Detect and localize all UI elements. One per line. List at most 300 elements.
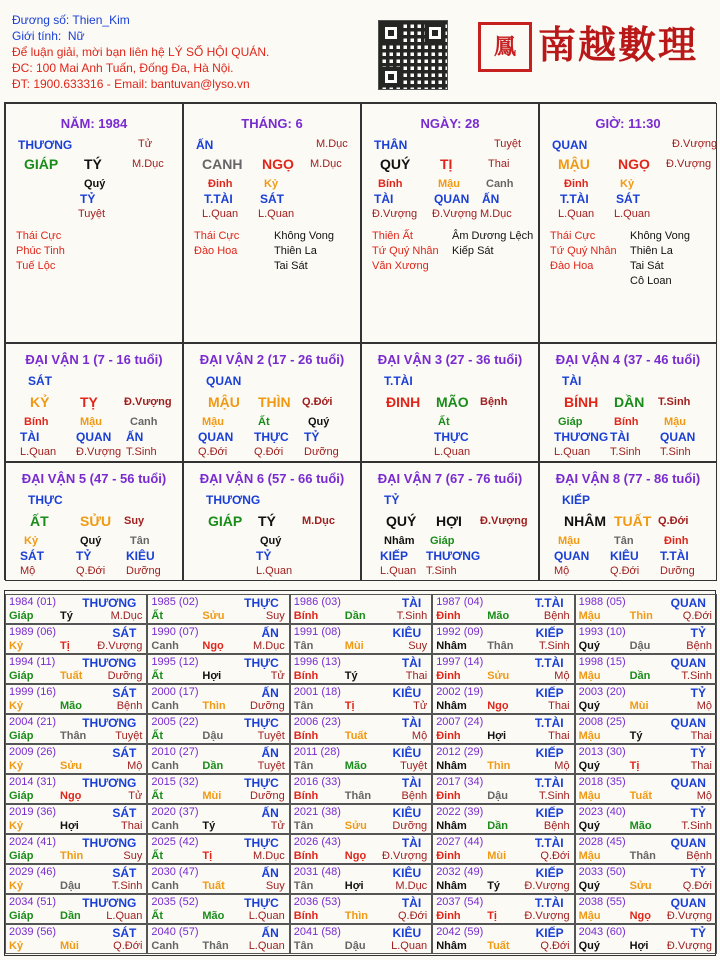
- year-cell: [432, 684, 574, 714]
- year-stage: M.Dục: [253, 850, 285, 862]
- ten-god: THƯƠNG: [18, 138, 73, 152]
- hidden-stem: Mậu: [558, 535, 580, 547]
- year-branch: Sửu: [487, 670, 510, 682]
- heavenly-stem: CANH: [202, 156, 243, 172]
- dai-van-stage: Đ.Vượng: [124, 396, 172, 408]
- year-stem: Bính: [293, 670, 319, 682]
- star-bad: Không Vong: [274, 230, 334, 242]
- dai-van-title: ĐẠI VẬN 7 (67 - 76 tuổi): [377, 471, 523, 486]
- year-branch: Thân: [629, 850, 656, 862]
- ten-god: ẤN: [196, 138, 214, 152]
- year-label: 2015 (32): [151, 776, 199, 788]
- year-cell: [575, 924, 717, 954]
- year-branch: Sửu: [60, 760, 83, 772]
- year-stem: Mậu: [578, 610, 601, 622]
- year-branch: Thìn: [344, 910, 369, 922]
- year-cell: [147, 594, 289, 624]
- star-bad: Cô Loan: [630, 275, 672, 287]
- dai-van-stem: MẬU: [208, 394, 240, 410]
- heavenly-stem: MẬU: [558, 156, 590, 172]
- year-stage: M.Dục: [110, 610, 143, 622]
- year-stage: Tuyệt: [257, 730, 285, 742]
- star-bad: Tai Sát: [630, 260, 664, 272]
- star-bad: Thiên La: [274, 245, 317, 257]
- year-stage: Q.Đới: [682, 610, 712, 622]
- year-branch: Sửu: [202, 610, 225, 622]
- year-label: 2002 (19): [436, 686, 484, 698]
- year-stem: Nhâm: [436, 820, 467, 832]
- year-stage: M.Dục: [395, 880, 428, 892]
- year-stem: Ất: [151, 790, 163, 802]
- hidden-god: TỶ: [304, 430, 320, 444]
- year-cell: [147, 714, 289, 744]
- year-stem: Ất: [151, 730, 163, 742]
- year-cell: [147, 894, 289, 924]
- year-label: 2039 (56): [9, 926, 57, 938]
- dai-van-ten-god: THƯƠNG: [206, 493, 261, 507]
- hidden-god: THỰC: [254, 430, 289, 444]
- hidden-stage: Đ.Vượng: [432, 208, 478, 220]
- year-stem: Quý: [578, 880, 600, 892]
- year-ten-god: THỰC: [244, 716, 279, 730]
- star-bad: Kiếp Sát: [452, 245, 494, 257]
- year-branch: Dần: [202, 760, 224, 772]
- year-stage: Bệnh: [686, 850, 712, 862]
- year-stage: Tuyệt: [257, 760, 285, 772]
- year-branch: Sửu: [629, 880, 652, 892]
- year-ten-god: QUAN: [670, 656, 706, 670]
- year-stem: Mậu: [578, 910, 601, 922]
- year-stage: T.Sinh: [396, 610, 428, 622]
- year-stage: Mộ: [696, 790, 712, 802]
- year-stage: T.Sinh: [681, 820, 712, 832]
- year-stage: L.Quan: [248, 910, 285, 922]
- year-label: 2003 (20): [578, 686, 626, 698]
- owner-name: Đương số: Thien_Kim: [12, 13, 130, 27]
- year-cell: [575, 684, 717, 714]
- year-stem: Đinh: [436, 610, 461, 622]
- year-stem: Nhâm: [436, 700, 467, 712]
- year-ten-god: T.TÀI: [534, 776, 564, 790]
- year-cell: [575, 804, 717, 834]
- year-ten-god: ẤN: [261, 866, 279, 880]
- year-stage: T.Sinh: [539, 640, 570, 652]
- hidden-god: QUAN: [660, 430, 696, 444]
- star-good: Tứ Quý Nhân: [372, 245, 439, 257]
- hidden-stage: Dưỡng: [660, 565, 695, 577]
- hidden-stage: L.Quan: [380, 565, 417, 577]
- star-bad: Không Vong: [630, 230, 690, 242]
- dai-van-stage: Suy: [124, 515, 145, 527]
- year-cell: [432, 804, 574, 834]
- year-cell: [575, 894, 717, 924]
- year-cell: [432, 894, 574, 924]
- pillar-title: NĂM: 1984: [60, 116, 128, 131]
- year-label: 1993 (10): [578, 626, 626, 638]
- hidden-stage: M.Dục: [480, 208, 512, 220]
- pillar-cell: [361, 103, 539, 343]
- year-stage: Q.Đới: [682, 880, 712, 892]
- hidden-god: T.TÀI: [660, 549, 689, 563]
- year-branch: Thìn: [202, 700, 226, 712]
- star-good: Văn Xương: [372, 260, 429, 272]
- year-label: 2038 (55): [578, 896, 626, 908]
- year-cell: [575, 864, 717, 894]
- pillar-grid: [4, 102, 716, 580]
- year-cell: [147, 654, 289, 684]
- branch-stage: Thai: [488, 158, 510, 170]
- star-good: Tuế Lộc: [16, 260, 56, 272]
- year-cell: [5, 804, 147, 834]
- year-ten-god: KIÊU: [392, 806, 422, 820]
- year-stage: Thai: [690, 760, 712, 772]
- year-ten-god: THƯƠNG: [82, 776, 137, 790]
- year-branch: Thìn: [60, 850, 84, 862]
- year-branch: Dậu: [344, 940, 366, 952]
- hidden-stem: Kỷ: [24, 535, 39, 547]
- year-label: 2026 (43): [293, 836, 341, 848]
- hidden-stem: Canh: [486, 178, 514, 190]
- year-branch: Mão: [202, 910, 225, 922]
- dai-van-branch: TUẤT: [614, 513, 652, 529]
- year-ten-god: KIÊU: [392, 686, 422, 700]
- dai-van-title: ĐẠI VẬN 4 (37 - 46 tuổi): [555, 352, 701, 367]
- year-stage: Q.Đới: [397, 910, 428, 922]
- pillar-cell: [539, 103, 717, 343]
- life-stage: Tử: [138, 138, 153, 150]
- year-cell: [290, 804, 432, 834]
- year-stem: Giáp: [9, 850, 34, 862]
- hidden-god: SÁT: [260, 192, 284, 206]
- year-cell: [5, 834, 147, 864]
- year-stem: Nhâm: [436, 940, 467, 952]
- year-cell: [575, 594, 717, 624]
- year-stem: Canh: [151, 880, 179, 892]
- year-branch: Tý: [202, 820, 216, 832]
- year-label: 2028 (45): [578, 836, 626, 848]
- year-stem: Nhâm: [436, 880, 467, 892]
- hidden-stage: L.Quan: [256, 565, 293, 577]
- year-ten-god: THỰC: [244, 596, 279, 610]
- year-label: 2012 (29): [436, 746, 484, 758]
- year-label: 1999 (16): [9, 686, 57, 698]
- hidden-god: KIÊU: [610, 549, 639, 563]
- year-stage: Suy: [265, 880, 285, 892]
- dai-van-cell: [183, 343, 361, 462]
- year-stage: Tuyệt: [400, 760, 428, 772]
- year-stem: Tân: [293, 760, 314, 772]
- hidden-god: QUAN: [434, 192, 470, 206]
- year-stage: Thai: [548, 730, 570, 742]
- year-stem: Tân: [293, 640, 314, 652]
- year-ten-god: THỰC: [244, 656, 279, 670]
- year-branch: Tý: [487, 880, 501, 892]
- dai-van-stage: Đ.Vượng: [480, 515, 528, 527]
- year-label: 1984 (01): [9, 596, 57, 608]
- hidden-god: TÀI: [374, 192, 394, 206]
- hidden-god: SÁT: [20, 549, 44, 563]
- dai-van-cell: [539, 462, 717, 581]
- year-stage: Tử: [128, 790, 143, 802]
- hidden-stage: L.Quan: [614, 208, 651, 220]
- year-label: 1988 (05): [578, 596, 626, 608]
- year-label: 2008 (25): [578, 716, 626, 728]
- hidden-stem: Đinh: [664, 535, 689, 547]
- year-stage: Dưỡng: [250, 790, 285, 802]
- year-label: 2001 (18): [293, 686, 341, 698]
- hidden-stage: Tuyệt: [78, 208, 106, 220]
- year-stem: Mậu: [578, 850, 601, 862]
- year-cell: [290, 834, 432, 864]
- year-stem: Tân: [293, 820, 314, 832]
- year-branch: Tị: [202, 850, 213, 862]
- dai-van-cell: [5, 462, 183, 581]
- hidden-god: TỶ: [76, 549, 92, 563]
- year-cell: [5, 744, 147, 774]
- year-stem: Bính: [293, 790, 319, 802]
- year-branch: Ngọ: [629, 910, 651, 922]
- year-label: 2025 (42): [151, 836, 199, 848]
- year-stage: Q.Đới: [113, 940, 143, 952]
- phone-email[interactable]: ĐT: 1900.633316 - Email: bantuvan@lyso.vn: [12, 77, 250, 91]
- year-stem: Giáp: [9, 610, 34, 622]
- year-branch: Thìn: [487, 760, 511, 772]
- year-cell: [5, 864, 147, 894]
- year-label: 2032 (49): [436, 866, 484, 878]
- hidden-god: TÀI: [610, 430, 630, 444]
- year-stem: Kỷ: [9, 700, 24, 712]
- year-cell: [5, 774, 147, 804]
- hidden-god: QUAN: [198, 430, 234, 444]
- star-good: Phúc Tinh: [16, 245, 65, 257]
- year-ten-god: KIÊU: [392, 926, 422, 940]
- hidden-stage: Q.Đới: [610, 565, 640, 577]
- gender: Giới tính: Nữ: [12, 29, 85, 43]
- year-cell: [290, 594, 432, 624]
- year-cell: [575, 774, 717, 804]
- year-stem: Canh: [151, 700, 179, 712]
- hidden-stem: Ất: [258, 416, 270, 428]
- year-label: 1998 (15): [578, 656, 626, 668]
- ten-god: QUAN: [552, 138, 588, 152]
- year-branch: Tuất: [344, 730, 368, 742]
- dai-van-branch: MÃO: [436, 394, 469, 410]
- year-ten-god: SÁT: [112, 626, 137, 640]
- year-label: 2024 (41): [9, 836, 57, 848]
- year-cell: [147, 624, 289, 654]
- year-ten-god: T.TÀI: [534, 716, 564, 730]
- year-label: 2010 (27): [151, 746, 199, 758]
- year-ten-god: TÀI: [401, 716, 422, 730]
- year-stage: Mộ: [696, 700, 712, 712]
- hidden-stem: Mậu: [664, 416, 686, 428]
- year-ten-god: KIẾP: [535, 686, 564, 700]
- year-cell: [290, 714, 432, 744]
- year-branch: Ngọ: [344, 850, 367, 862]
- year-ten-god: THỰC: [244, 836, 279, 850]
- dai-van-title: ĐẠI VẬN 6 (57 - 66 tuổi): [199, 471, 345, 486]
- hidden-stage: Dưỡng: [126, 565, 161, 577]
- hidden-god: TÀI: [20, 430, 40, 444]
- year-stage: Mộ: [411, 730, 428, 742]
- life-stage: Tuyệt: [494, 138, 522, 150]
- year-branch: Tị: [487, 910, 497, 922]
- year-stage: Mộ: [554, 670, 570, 682]
- hidden-god: THỰC: [434, 430, 469, 444]
- hidden-god: T.TÀI: [204, 192, 233, 206]
- year-branch: Tý: [344, 670, 358, 682]
- year-cell: [290, 774, 432, 804]
- hidden-stage: Mộ: [554, 565, 570, 577]
- hidden-stage: Q.Đới: [76, 565, 106, 577]
- year-cell: [575, 834, 717, 864]
- dai-van-branch: TỴ: [80, 394, 98, 410]
- year-stage: Mộ: [554, 760, 570, 772]
- year-stage: Thai: [405, 670, 428, 682]
- year-stage: L.Quan: [248, 940, 285, 952]
- year-stage: Đ.Vượng: [524, 910, 570, 922]
- dai-van-branch: TÝ: [258, 513, 276, 529]
- year-branch: Dần: [629, 670, 651, 682]
- hidden-stem: Mậu: [80, 416, 102, 428]
- year-stem: Kỷ: [9, 640, 24, 652]
- year-branch: Tuất: [202, 880, 225, 892]
- year-ten-god: QUAN: [670, 776, 706, 790]
- dai-van-stem: GIÁP: [208, 513, 243, 529]
- year-cell: [290, 864, 432, 894]
- year-stem: Mậu: [578, 670, 601, 682]
- dai-van-cell: [183, 462, 361, 581]
- hidden-god: TỶ: [80, 192, 96, 206]
- year-branch: Mùi: [344, 640, 364, 652]
- year-stem: Kỷ: [9, 760, 24, 772]
- hidden-stem: Ất: [438, 416, 450, 428]
- hidden-stem: Đinh: [208, 178, 233, 190]
- dai-van-ten-god: T.TÀI: [384, 374, 413, 388]
- year-branch: Ngọ: [202, 640, 224, 652]
- dai-van-cell: [539, 343, 717, 462]
- year-label: 1995 (12): [151, 656, 199, 668]
- year-cell: [432, 624, 574, 654]
- star-good: Thái Cực: [16, 230, 62, 242]
- hidden-god: THƯƠNG: [426, 549, 481, 563]
- year-stage: Tử: [270, 820, 285, 832]
- year-branch: Tị: [629, 760, 640, 772]
- hidden-stem: Canh: [130, 416, 158, 428]
- year-ten-god: T.TÀI: [534, 656, 564, 670]
- year-ten-god: TỶ: [690, 686, 706, 700]
- dai-van-branch: HỢI: [436, 513, 462, 529]
- hidden-stage: T.Sinh: [126, 446, 157, 458]
- year-stem: Canh: [151, 940, 179, 952]
- heavenly-stem: GIÁP: [24, 156, 59, 172]
- hidden-stage: Mộ: [20, 565, 36, 577]
- year-branch: Mão: [629, 820, 652, 832]
- year-stage: Đ.Vượng: [666, 940, 712, 952]
- year-ten-god: QUAN: [670, 596, 706, 610]
- year-ten-god: ẤN: [261, 806, 279, 820]
- dai-van-stem: ĐINH: [386, 394, 421, 410]
- dai-van-stage: T.Sinh: [658, 396, 691, 408]
- year-branch: Tị: [60, 640, 70, 652]
- year-stage: Dưỡng: [250, 700, 285, 712]
- year-cell: [575, 624, 717, 654]
- branch-stage: M.Dục: [310, 158, 342, 170]
- year-label: 2034 (51): [9, 896, 57, 908]
- year-stem: Canh: [151, 820, 179, 832]
- year-ten-god: SÁT: [112, 746, 137, 760]
- year-branch: Dần: [60, 910, 81, 922]
- dai-van-stage: M.Dục: [302, 515, 335, 527]
- year-cell: [290, 654, 432, 684]
- year-branch: Tuất: [629, 790, 652, 802]
- year-branch: Tuất: [487, 940, 510, 952]
- star-good: Đào Hoa: [550, 260, 594, 272]
- year-label: 1996 (13): [293, 656, 341, 668]
- year-cell: [5, 594, 147, 624]
- year-branch: Mão: [344, 760, 367, 772]
- dai-van-ten-god: THỰC: [28, 493, 63, 507]
- dai-van-title: ĐẠI VẬN 8 (77 - 86 tuổi): [555, 471, 701, 486]
- year-branch: Hợi: [629, 940, 649, 952]
- year-ten-god: SÁT: [112, 686, 137, 700]
- year-stage: Đ.Vượng: [382, 850, 428, 862]
- star-good: Thái Cực: [194, 230, 240, 242]
- year-label: 2013 (30): [578, 746, 626, 758]
- hidden-stem: Tân: [130, 535, 150, 547]
- year-label: 1991 (08): [293, 626, 341, 638]
- year-stem: Kỷ: [9, 880, 24, 892]
- address: ĐC: 100 Mai Anh Tuấn, Đống Đa, Hà Nội.: [12, 61, 234, 75]
- qr-code-icon: [378, 20, 448, 90]
- hidden-god: THƯƠNG: [554, 430, 609, 444]
- year-stage: T.Sinh: [111, 880, 143, 892]
- year-ten-god: ẤN: [261, 746, 279, 760]
- pillar-title: GIỜ: 11:30: [595, 116, 661, 131]
- year-branch: Mùi: [629, 700, 649, 712]
- star-bad: Tai Sát: [274, 260, 308, 272]
- year-stage: Bệnh: [543, 610, 570, 622]
- year-stage: Thai: [690, 730, 712, 742]
- year-label: 1992 (09): [436, 626, 484, 638]
- dai-van-ten-god: KIẾP: [562, 493, 591, 507]
- year-ten-god: SÁT: [112, 926, 137, 940]
- year-ten-god: TỶ: [690, 806, 706, 820]
- hidden-stage: T.Sinh: [426, 565, 457, 577]
- red-seal-icon: 鳳: [478, 22, 532, 72]
- year-ten-god: TÀI: [401, 896, 422, 910]
- year-cell: [575, 744, 717, 774]
- hidden-god: QUAN: [554, 549, 590, 563]
- year-cell: [5, 714, 147, 744]
- year-stem: Quý: [578, 640, 600, 652]
- year-stem: Mậu: [578, 790, 601, 802]
- year-stage: Thai: [120, 820, 143, 832]
- year-label: 2021 (38): [293, 806, 341, 818]
- dai-van-stage: Bệnh: [480, 396, 508, 408]
- hidden-stem: Nhâm: [384, 535, 415, 547]
- dai-van-stem: ẤT: [30, 513, 49, 529]
- year-ten-god: KIÊU: [392, 866, 422, 880]
- year-branch: Tị: [344, 700, 355, 712]
- hidden-stem: Giáp: [430, 535, 455, 547]
- hidden-stem: Mậu: [202, 416, 224, 428]
- year-stage: Dưỡng: [107, 670, 143, 682]
- year-stem: Quý: [578, 760, 600, 772]
- year-ten-god: ẤN: [261, 626, 279, 640]
- dai-van-ten-god: TÀI: [562, 374, 582, 388]
- year-stem: Bính: [293, 910, 319, 922]
